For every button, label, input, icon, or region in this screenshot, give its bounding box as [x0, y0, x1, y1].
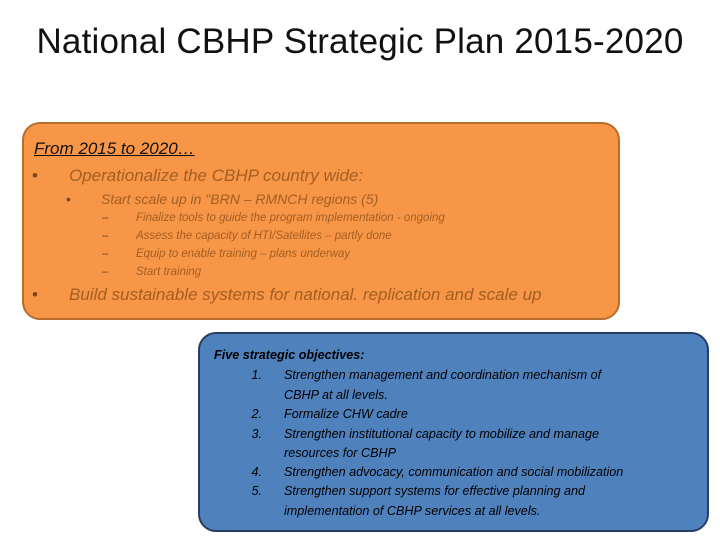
objective-text: Strengthen management and coordination mechanism of: [284, 368, 602, 382]
objective-text: implementation of CBHP services at all levels.: [284, 504, 541, 518]
timeline-box: [22, 122, 620, 320]
timeline-heading: From 2015 to 2020…: [34, 139, 195, 158]
bullet-icon: •: [32, 166, 38, 185]
slide-title: National CBHP Strategic Plan 2015-2020: [36, 22, 684, 61]
subpoint-scale-up: Start scale up in "BRN – RMNCH regions (5): [101, 191, 379, 207]
dash-icon: –: [102, 230, 109, 242]
objective-text: Strengthen advocacy, communication and social mobilization: [284, 465, 624, 479]
objective-text: Strengthen support systems for effective planning and: [284, 484, 586, 498]
task-item: Finalize tools to guide the program implementation - ongoing: [136, 212, 445, 224]
task-item: Equip to enable training – plans underway: [136, 248, 351, 260]
task-item: Assess the capacity of HTI/Satellites – partly done: [136, 230, 392, 242]
bullet-icon: •: [32, 285, 38, 304]
bullet-icon: •: [66, 191, 71, 207]
objective-text: CBHP at all levels.: [284, 388, 388, 402]
task-item: Start training: [136, 266, 202, 278]
objectives-heading: Five strategic objectives:: [214, 348, 365, 362]
objective-text: Strengthen institutional capacity to mobilize and manage: [284, 427, 600, 441]
point-sustainable-systems: Build sustainable systems for national. replication and scale up: [69, 285, 542, 304]
dash-icon: –: [102, 266, 109, 278]
objective-number: 2.: [251, 407, 262, 421]
objective-number: 1.: [251, 368, 262, 382]
point-operationalize: Operationalize the CBHP country wide:: [69, 166, 364, 185]
objective-number: 5.: [251, 484, 262, 498]
objective-text: resources for CBHP: [284, 446, 396, 460]
objectives-box: [198, 332, 709, 532]
objective-text: Formalize CHW cadre: [284, 407, 408, 421]
dash-icon: –: [102, 212, 109, 224]
dash-icon: –: [102, 248, 109, 260]
objective-number: 3.: [251, 427, 262, 441]
objective-number: 4.: [251, 465, 262, 479]
